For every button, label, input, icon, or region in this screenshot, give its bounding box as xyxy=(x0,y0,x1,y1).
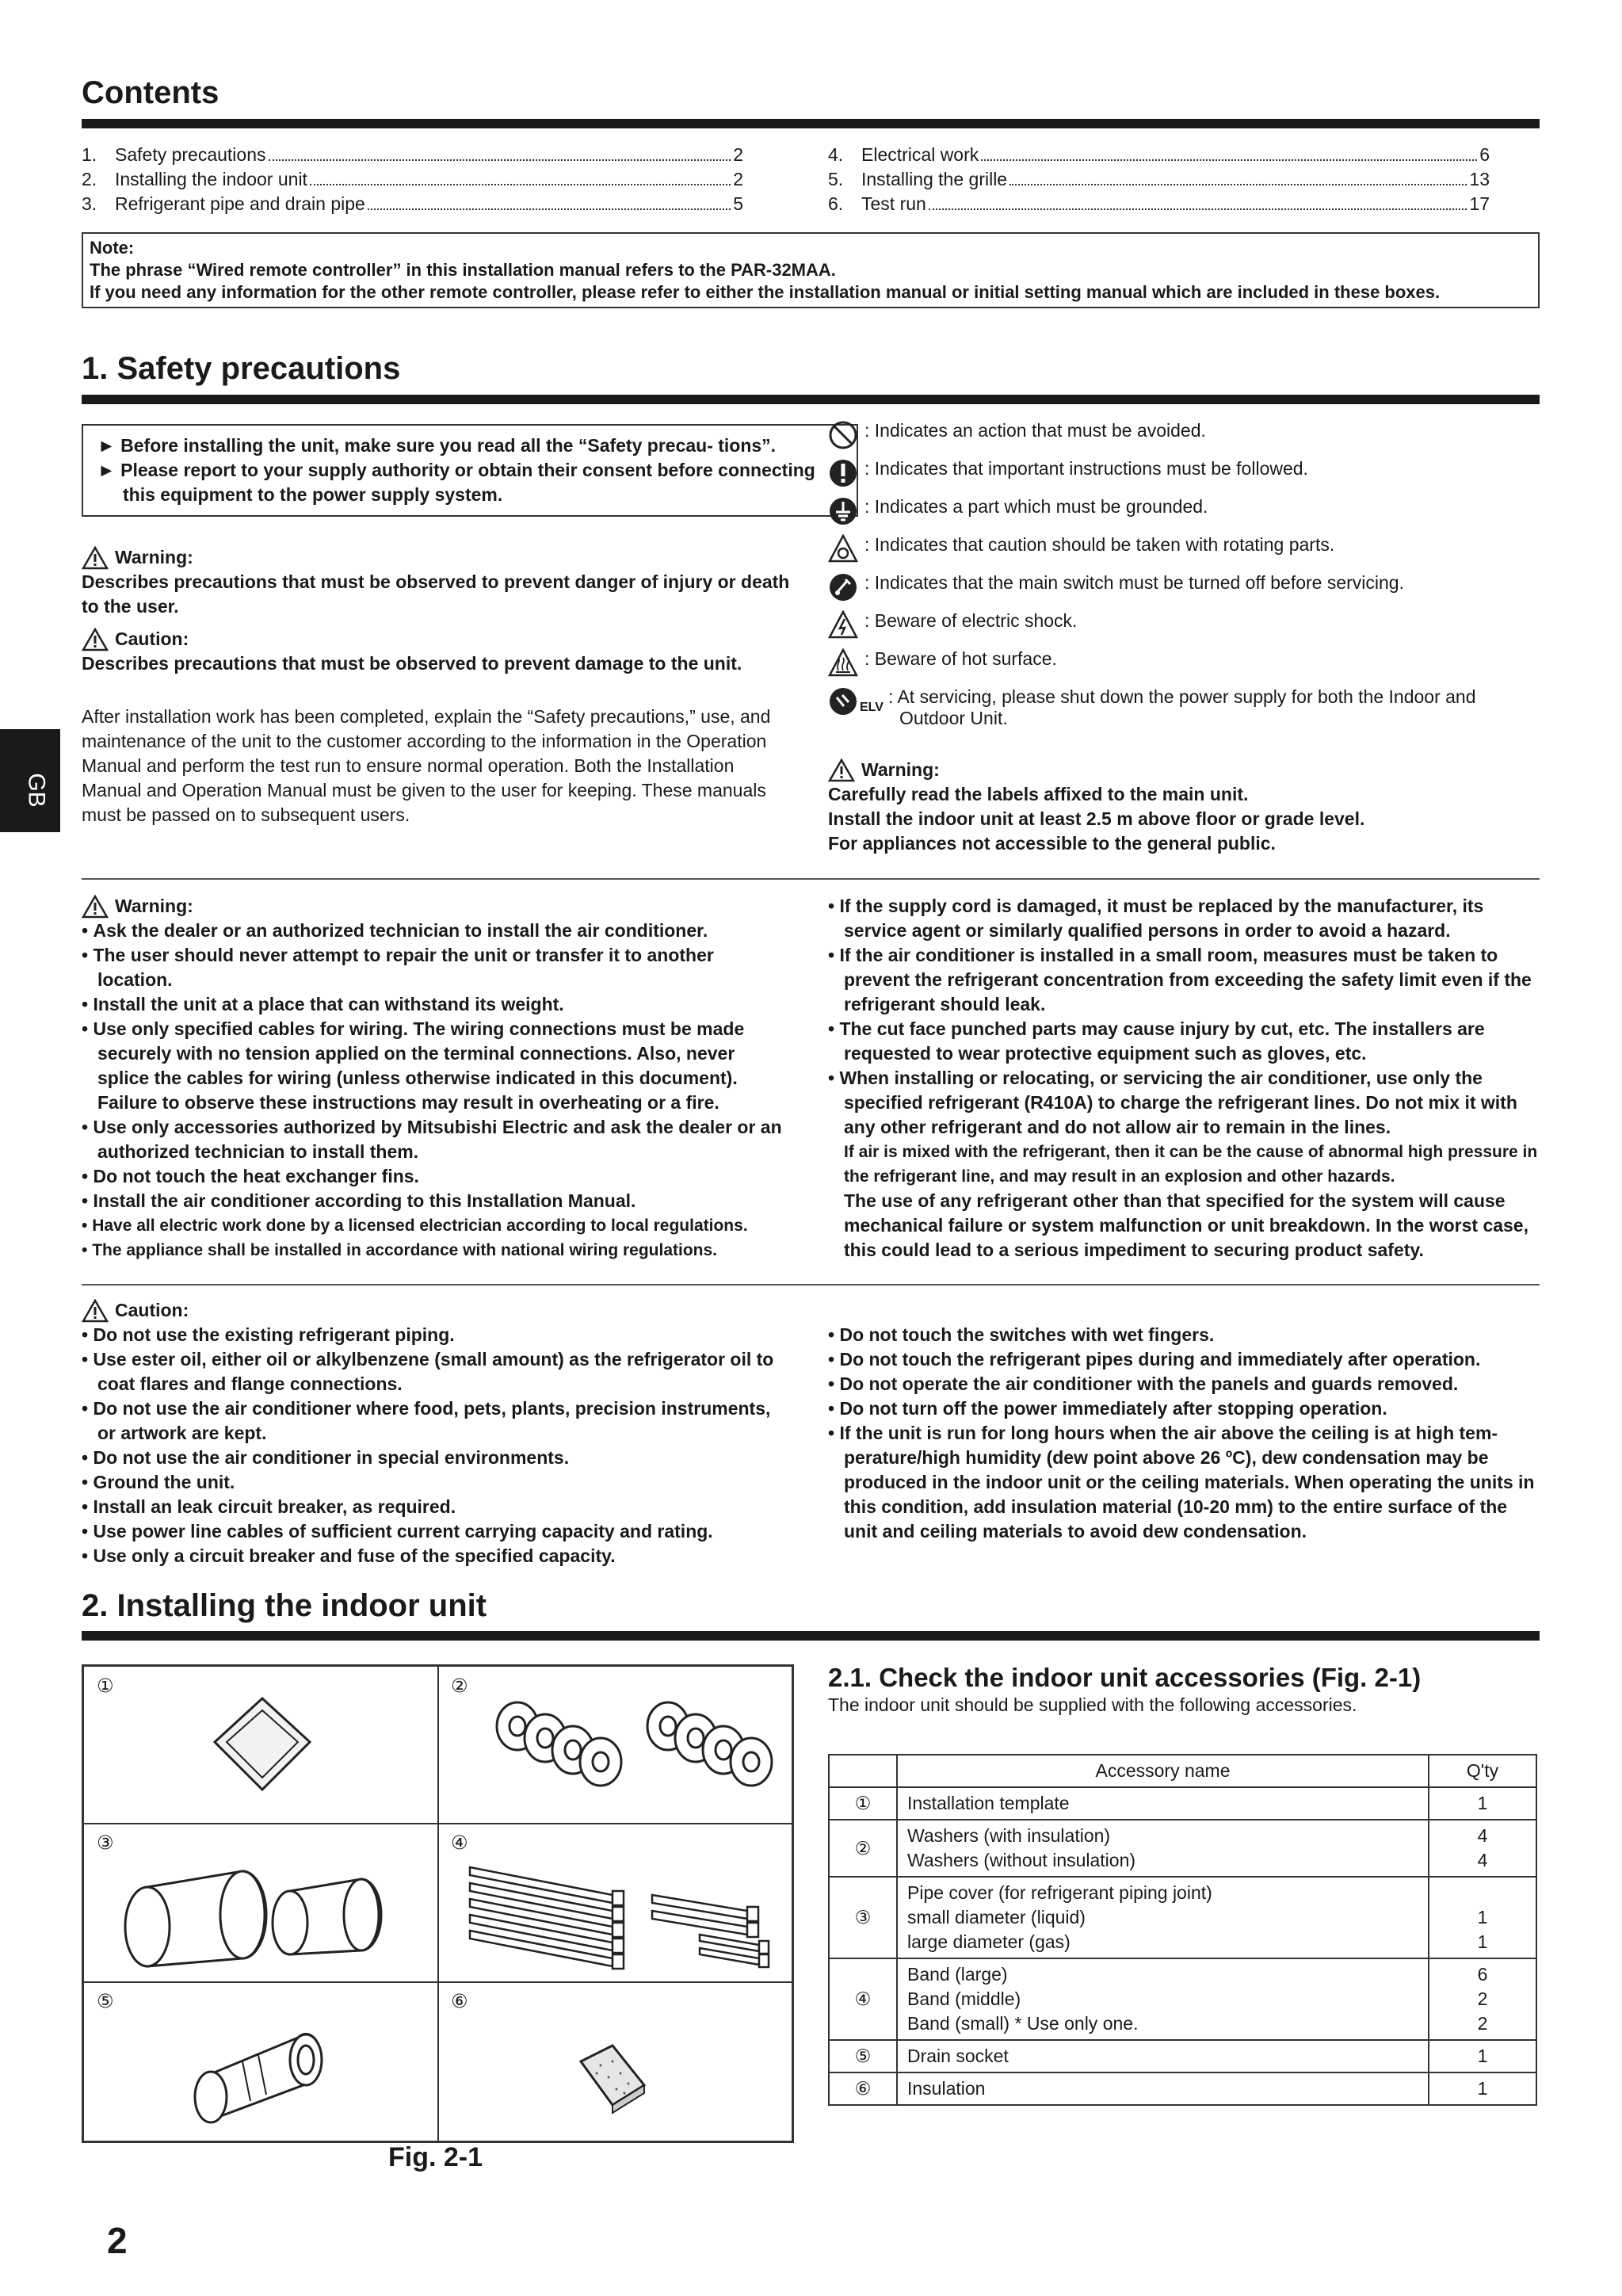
warning-description: Describes precautions that must be observed to prevent danger of injury or death to the user. xyxy=(82,571,790,617)
electric-shock-icon xyxy=(828,610,858,640)
caution-item: • Do not operate the air conditioner with the panels and guards removed. xyxy=(828,1373,1459,1394)
elv-label: ELV xyxy=(860,701,884,714)
safety-intro-box xyxy=(82,424,858,517)
prohibited-icon xyxy=(828,420,858,450)
caution-item: • Do not use the air conditioner where food, pets, plants, precision instruments, or artwork are kept. xyxy=(82,1398,771,1443)
warning-item: • The user should never attempt to repair the unit or transfer it to another location. xyxy=(82,945,714,990)
table-row: ④ Band (large) Band (middle) Band (small) * Use only one. 6 2 2 xyxy=(829,1958,1536,2040)
elv-text: : At servicing, please shut down the power supply for both the Indoor and Outdoor Unit. xyxy=(887,686,1476,728)
warning-triangle-icon xyxy=(828,758,855,782)
table-header: Accessory name Q'ty xyxy=(829,1755,1536,1787)
warning-item: • Install the air conditioner according to this Installation Manual. xyxy=(82,1190,636,1211)
symbol-row: : Indicates a part which must be grounded. xyxy=(828,496,1541,534)
table-row: ① Installation template 1 xyxy=(829,1787,1536,1820)
figure-cell: ④ xyxy=(437,1823,792,1983)
intro-item: ► Before installing the unit, make sure you read all the “Safety precau- tions”. xyxy=(97,435,777,456)
symbol-row: : Indicates that the main switch must be turned off before servicing. xyxy=(828,572,1541,610)
note-line: If you need any information for the other remote controller, please refer to either the installation manual or initial setting manual which are included in these boxes. xyxy=(90,282,1441,302)
contents-title: Contents xyxy=(82,75,219,110)
hot-surface-icon xyxy=(828,648,858,678)
toc-item[interactable]: 2. Installing the indoor unit 2 xyxy=(82,169,743,189)
contents-rule xyxy=(82,119,1540,128)
section-2-title: 2. Installing the indoor unit xyxy=(82,1588,487,1623)
drain-socket-drawing xyxy=(179,2022,353,2133)
separator xyxy=(82,878,1540,880)
installation-template-drawing xyxy=(203,1690,322,1809)
toc-item[interactable]: 3. Refrigerant pipe and drain pipe 5 xyxy=(82,193,743,214)
subsection-title: 2.1. Check the indoor unit accessories (Fig. 2-1) xyxy=(828,1663,1422,1692)
caution-item: • Use only a circuit breaker and fuse of the specified capacity. xyxy=(82,1545,616,1566)
warning-line: Carefully read the labels affixed to the main unit. xyxy=(828,784,1249,804)
washers-drawing xyxy=(486,1687,779,1813)
cautions-left xyxy=(82,1298,791,1568)
accessories-table xyxy=(828,1754,1537,2106)
rotating-parts-icon xyxy=(828,534,858,564)
warning-item: • The appliance shall be installed in accordance with national wiring regulations. xyxy=(82,1241,718,1259)
figure-cell: ① xyxy=(83,1666,439,1824)
table-row: ② Washers (with insulation) Washers (without insulation) 4 4 xyxy=(829,1820,1536,1877)
table-row: ③ Pipe cover (for refrigerant piping joint) small diameter (liquid) large diameter (gas) 1 1 xyxy=(829,1877,1536,1958)
toc-item[interactable]: 1. Safety precautions 2 xyxy=(82,144,743,165)
main-switch-icon xyxy=(828,572,858,602)
toc-left xyxy=(82,143,743,216)
warning-item: • When installing or relocating, or servicing the air conditioner, use only the specified refrigerant (R410A) to charge the refrigerant lines. Do not mix it with any other refrigerant and do not allow air to remain in the lines. xyxy=(828,1068,1517,1137)
intro-item: ► Please report to your supply authority or obtain their consent before connecting this equipment to the power supply system. xyxy=(97,460,815,505)
symbol-row xyxy=(828,686,1541,729)
caution-item: • Install an leak circuit breaker, as required. xyxy=(82,1496,456,1517)
warning-heading: Warning: xyxy=(828,758,1541,782)
warnings-left xyxy=(82,894,791,1263)
after-installation-text: After installation work has been completed, explain the “Safety precautions,” use, and maintenance of the unit to the customer according to the information in the Operation Manual and perform the test run to ensure normal operation. Both the Installation Manual and Operation Manual must be given to the user for keeping. These manuals must be passed on to subsequent users. xyxy=(82,706,771,825)
accessories-subsection xyxy=(828,1663,1541,1717)
toc-right xyxy=(828,143,1490,216)
figure-caption: Fig. 2-1 xyxy=(388,2142,483,2172)
warning-item: • Have all electric work done by a licensed electrician according to local regulations. xyxy=(82,1217,748,1235)
warning-item: • Install the unit at a place that can withstand its weight. xyxy=(82,994,564,1014)
caution-triangle-icon xyxy=(82,1299,109,1323)
figure-cell: ⑤ xyxy=(83,1981,439,2141)
mandatory-icon xyxy=(828,458,858,488)
caution-item: • Use power line cables of sufficient current carrying capacity and rating. xyxy=(82,1521,713,1541)
caution-item: • Do not use the air conditioner in special environments. xyxy=(82,1447,570,1468)
note-box xyxy=(82,232,1540,308)
warnings-right xyxy=(828,894,1541,1263)
warning-heading: Warning: xyxy=(82,894,791,919)
caution-item: • Do not use the existing refrigerant piping. xyxy=(82,1324,455,1345)
toc-item[interactable]: 5. Installing the grille 13 xyxy=(828,169,1490,189)
table-row: ⑤ Drain socket 1 xyxy=(829,2040,1536,2073)
caution-item: • Do not touch the refrigerant pipes during and immediately after operation. xyxy=(828,1349,1481,1370)
caution-item: • If the unit is run for long hours when the air above the ceiling is at high tem- perature/high humidity (dew point above 26 ºC), dew condensation may be produced in the indoor unit or the ceiling materials. When operating the units in this condition, add insulation material (10-20 mm) to the entire surface of the unit and ceiling materials to avoid dew condensation. xyxy=(828,1423,1535,1541)
warning-item: • Use only accessories authorized by Mitsubishi Electric and ask the dealer or an authorized technician to install them. xyxy=(82,1117,782,1162)
warning-subnote: If air is mixed with the refrigerant, then it can be the cause of abnormal high pressure in the refrigerant line, and may result in an explosion and other hazards. xyxy=(844,1143,1538,1186)
warning-item: • Use only specified cables for wiring. The wiring connections must be made securely with no tension applied on the terminal connections. Also, never splice the cables for wiring (unless otherwise indicated in this document). Failure to observe these instructions may result in overheating or a fire. xyxy=(82,1018,745,1113)
warning-item: • If the supply cord is damaged, it must be replaced by the manufacturer, its service agent or similarly qualified persons in order to avoid a hazard. xyxy=(828,896,1484,941)
power-shutdown-icon xyxy=(828,686,858,716)
figure-cell: ⑥ xyxy=(437,1981,792,2141)
symbol-row: : Indicates that caution should be taken with rotating parts. xyxy=(828,534,1541,572)
accessories-figure xyxy=(82,1664,794,2143)
warning-item: • Do not touch the heat exchanger fins. xyxy=(82,1166,419,1186)
pipe-cover-drawing xyxy=(124,1855,417,1974)
note-line: The phrase “Wired remote controller” in this installation manual refers to the PAR-32MAA. xyxy=(90,260,836,280)
caution-item: • Do not turn off the power immediately after stopping operation. xyxy=(828,1398,1387,1419)
caution-item: • Use ester oil, either oil or alkylbenzene (small amount) as the refrigerator oil to coat flares and flange connections. xyxy=(82,1349,774,1394)
caution-heading: Caution: xyxy=(82,627,791,651)
caution-description: Describes precautions that must be observed to prevent damage to the unit. xyxy=(82,653,742,674)
warning-item: • Ask the dealer or an authorized technician to install the air conditioner. xyxy=(82,920,708,941)
toc-item[interactable]: 6. Test run 17 xyxy=(828,193,1490,214)
bands-drawing xyxy=(462,1851,779,1978)
page-number: 2 xyxy=(107,2220,128,2261)
warning-line: For appliances not accessible to the general public. xyxy=(828,833,1276,854)
warning-triangle-icon xyxy=(82,546,109,570)
symbol-legend xyxy=(828,420,1541,856)
warning-triangle-icon xyxy=(82,895,109,919)
section-2-rule xyxy=(82,1631,1540,1641)
table-row: ⑥ Insulation 1 xyxy=(829,2073,1536,2105)
separator xyxy=(82,1284,1540,1286)
warning-heading: Warning: xyxy=(82,545,791,570)
symbol-row: : Indicates an action that must be avoided. xyxy=(828,420,1541,458)
cautions-right xyxy=(828,1323,1541,1544)
figure-cell: ③ xyxy=(83,1823,439,1983)
label-warning-block xyxy=(828,758,1541,856)
insulation-drawing xyxy=(565,2030,660,2125)
subsection-desc: The indoor unit should be supplied with the following accessories. xyxy=(828,1694,1357,1715)
figure-cell: ② xyxy=(437,1666,792,1824)
section-1-rule xyxy=(82,395,1540,404)
caution-heading: Caution: xyxy=(82,1298,791,1323)
warning-line: Install the indoor unit at least 2.5 m above floor or grade level. xyxy=(828,808,1365,829)
warning-item: • The cut face punched parts may cause injury by cut, etc. The installers are requested to wear protective equipment such as gloves, etc. xyxy=(828,1018,1485,1064)
symbol-row: : Indicates that important instructions must be followed. xyxy=(828,458,1541,496)
language-tab: GB xyxy=(0,729,60,832)
caution-item: • Do not touch the switches with wet fingers. xyxy=(828,1324,1215,1345)
warning-caution-legend xyxy=(82,545,791,827)
ground-icon xyxy=(828,496,858,526)
warning-item: • If the air conditioner is installed in a small room, measures must be taken to prevent the refrigerant concentration from exceeding the safety limit even if the refrigerant should leak. xyxy=(828,945,1532,1014)
toc-item[interactable]: 4. Electrical work 6 xyxy=(828,144,1490,165)
note-label: Note: xyxy=(90,238,135,258)
section-1-title: 1. Safety precautions xyxy=(82,351,401,386)
warning-subnote: The use of any refrigerant other than that specified for the system will cause mechanical failure or system malfunction or unit breakdown. In the worst case, this could lead to a serious impediment to securing product safety. xyxy=(844,1190,1528,1260)
caution-item: • Ground the unit. xyxy=(82,1472,235,1492)
symbol-row: : Beware of hot surface. xyxy=(828,648,1541,686)
symbol-row: : Beware of electric shock. xyxy=(828,610,1541,648)
caution-triangle-icon xyxy=(82,628,109,651)
